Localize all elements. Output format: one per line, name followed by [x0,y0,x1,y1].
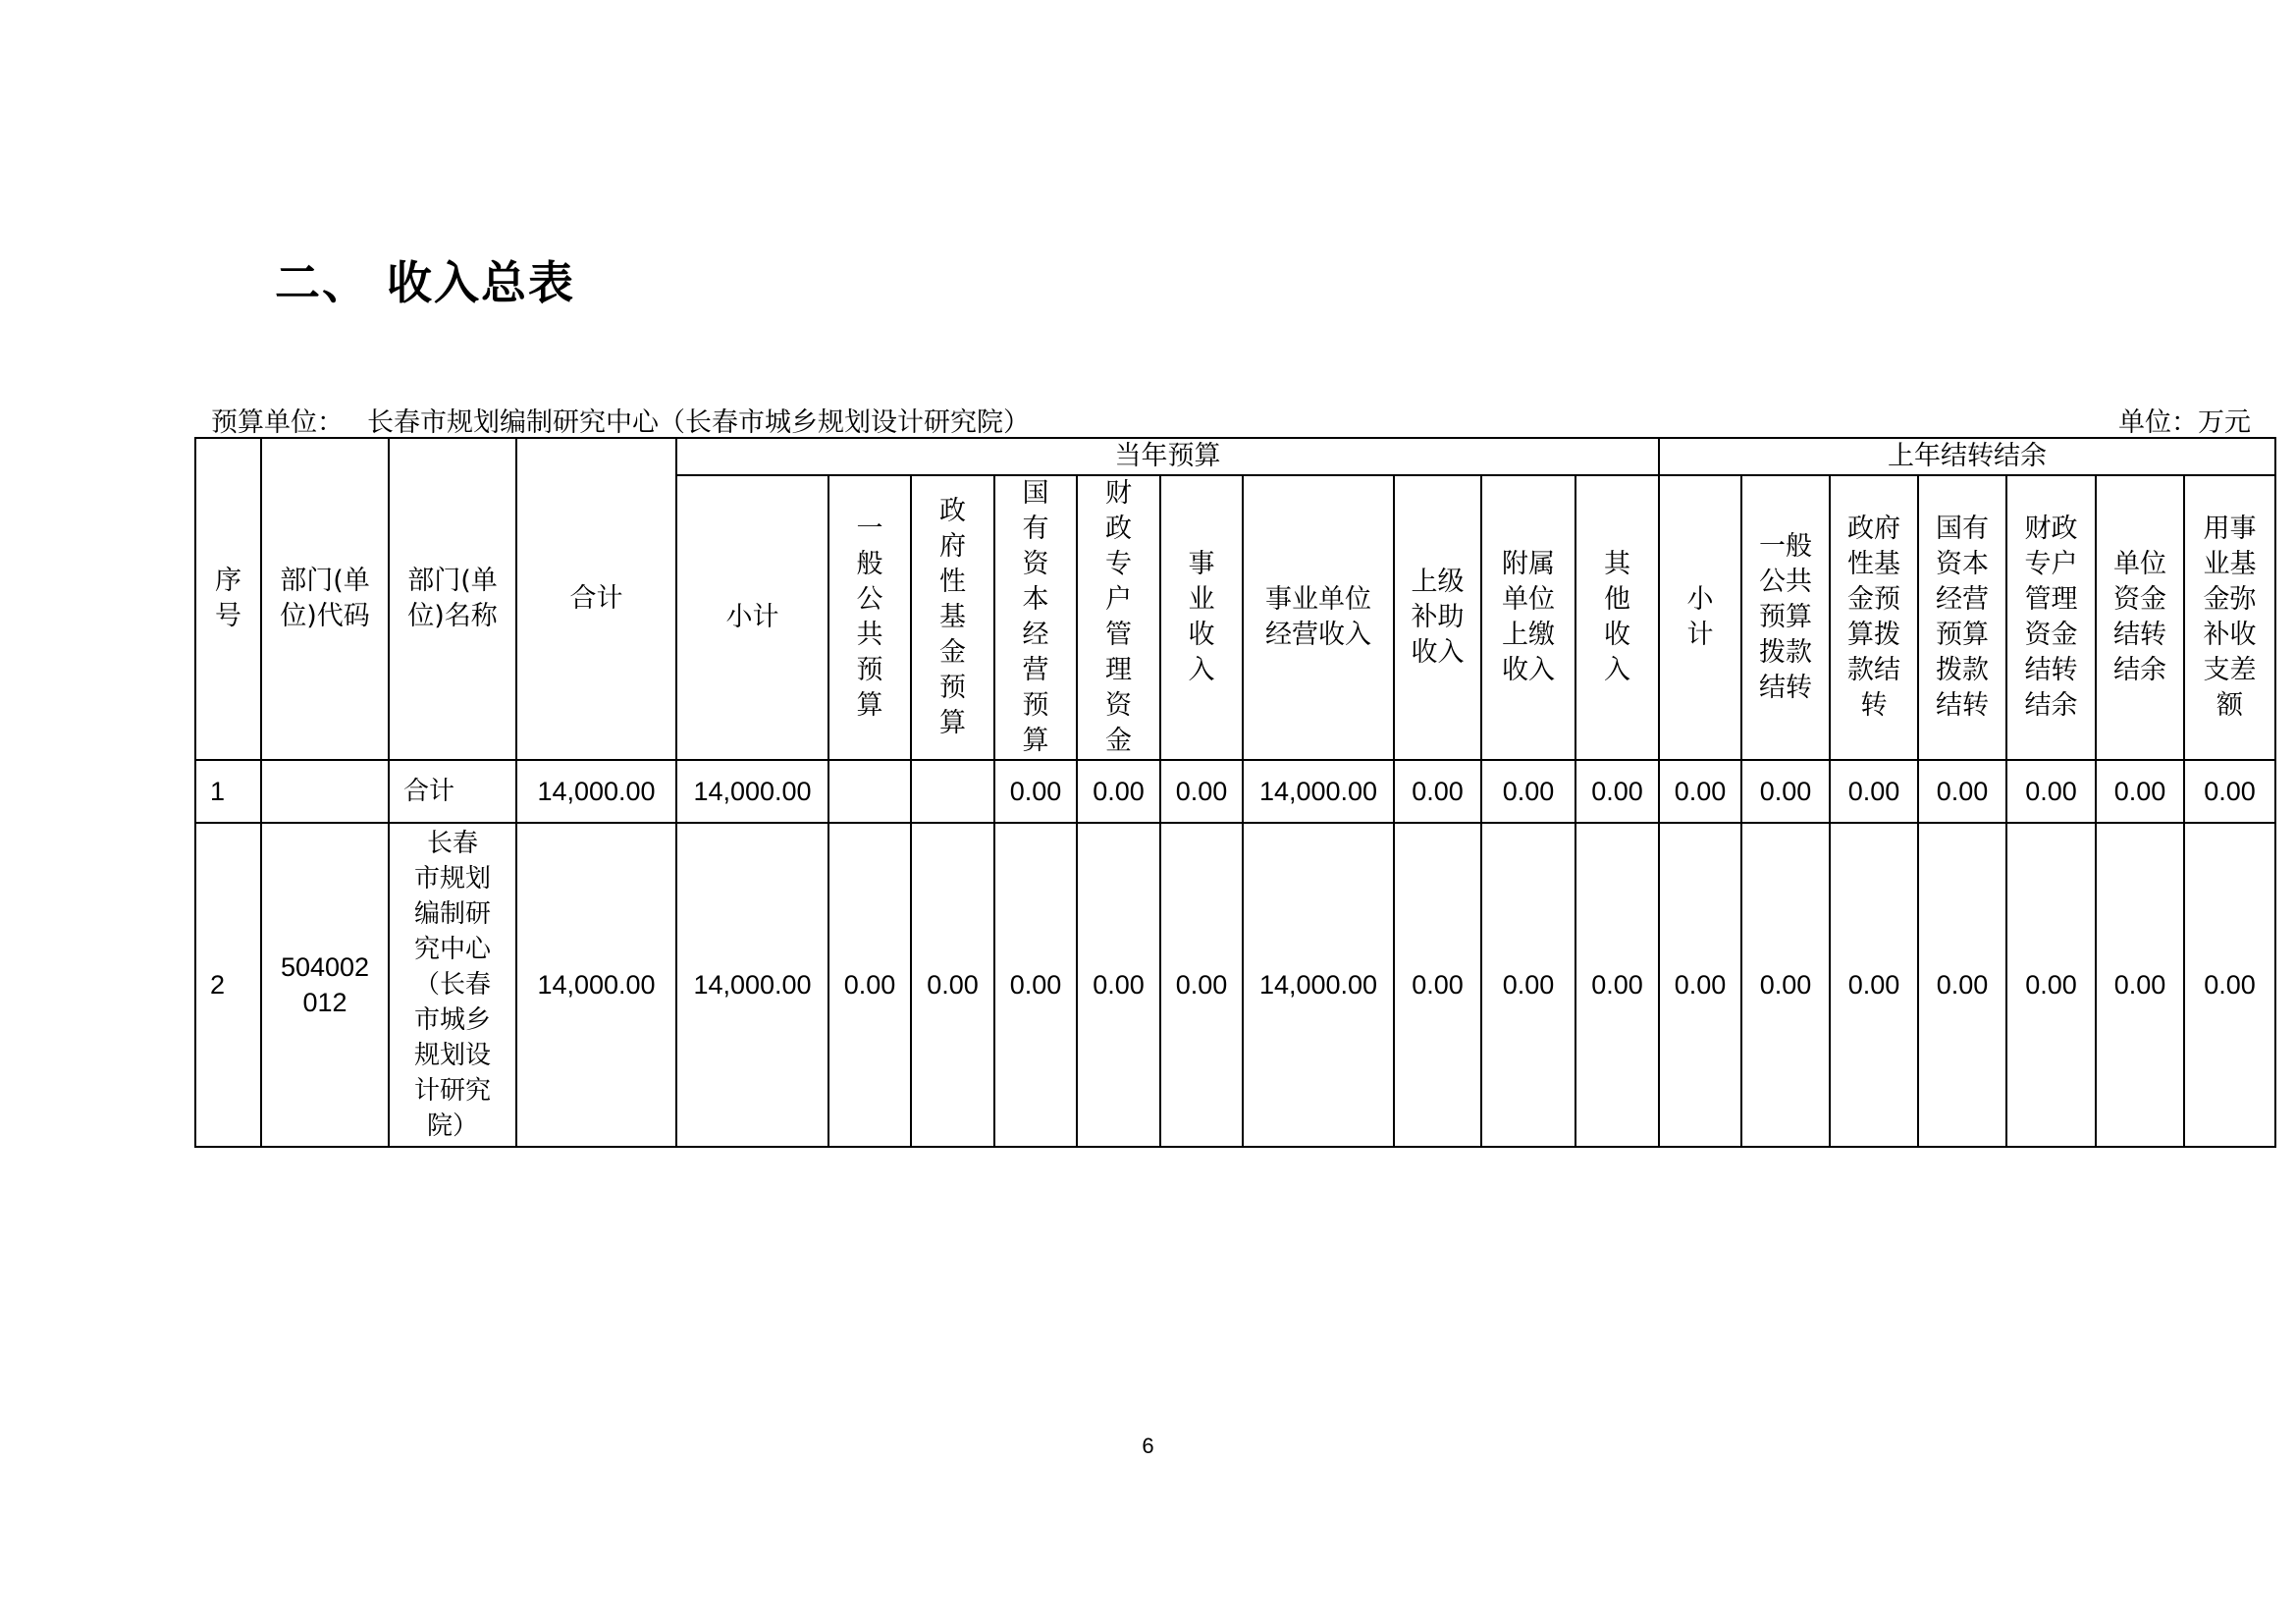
cell-value: 0.00 [1394,760,1481,823]
cell-value: 0.00 [1830,760,1918,823]
cell-value: 0.00 [994,760,1077,823]
cell-seq: 2 [195,823,261,1147]
header-business-income: 事 业 收 入 [1160,475,1243,760]
cell-value: 14,000.00 [676,760,828,823]
header-operating-income: 事业单位 经营收入 [1243,475,1394,760]
header-prior-gov-fund: 政府 性基 金预 算拨 款结 转 [1830,475,1918,760]
table-row [195,823,2275,1147]
header-state-capital-budget: 国 有 资 本 经 营 预 算 [994,475,1077,760]
header-superior-subsidy: 上级 补助 收入 [1394,475,1481,760]
header-group-prior-carryover: 上年结转结余 [1659,438,2275,475]
header-gov-fund-budget: 政 府 性 基 金 预 算 [911,475,994,760]
cell-value: 0.00 [2006,823,2096,1147]
header-prior-state-capital: 国有 资本 经营 预算 拨款 结转 [1918,475,2006,760]
cell-value: 0.00 [1481,760,1575,823]
cell-dept-code [261,760,389,823]
header-prior-business-fund: 用事 业基 金弥 补收 支差 额 [2184,475,2275,760]
header-other-income: 其 他 收 入 [1575,475,1659,760]
cell-value: 0.00 [911,823,994,1147]
header-prior-fiscal-special: 财政 专户 管理 资金 结转 结余 [2006,475,2096,760]
currency-unit: 单位：万元 [2118,407,2251,438]
income-summary-table [194,437,2276,1148]
cell-value: 14,000.00 [1243,823,1394,1147]
cell-value: 0.00 [994,823,1077,1147]
cell-value: 0.00 [1659,823,1741,1147]
cell-value: 0.00 [1918,823,2006,1147]
cell-value: 14,000.00 [676,823,828,1147]
cell-value: 0.00 [1830,823,1918,1147]
page-title: 二、 收入总表 [275,256,576,309]
cell-value [911,760,994,823]
cell-seq: 1 [195,760,261,823]
header-prior-unit-funds: 单位 资金 结转 结余 [2096,475,2184,760]
page-number: 6 [1142,1434,1154,1458]
cell-value: 0.00 [1575,823,1659,1147]
cell-value: 0.00 [1741,760,1830,823]
header-prior-subtotal: 小 计 [1659,475,1741,760]
cell-total: 14,000.00 [516,760,676,823]
header-total: 合计 [516,438,676,760]
cell-total: 14,000.00 [516,823,676,1147]
header-dept-name: 部门(单 位)名称 [389,438,516,760]
header-current-subtotal: 小计 [676,475,828,760]
cell-value: 0.00 [1160,760,1243,823]
cell-dept-code: 504002 012 [261,823,389,1147]
header-seq: 序 号 [195,438,261,760]
cell-value: 0.00 [828,823,911,1147]
budget-unit-line [211,401,1030,439]
header-general-public-budget: 一 般 公 共 预 算 [828,475,911,760]
cell-value: 0.00 [1659,760,1741,823]
cell-value: 0.00 [2006,760,2096,823]
cell-value: 0.00 [1394,823,1481,1147]
cell-value [828,760,911,823]
table-row [195,760,2275,823]
cell-value: 0.00 [2184,823,2275,1147]
cell-value: 14,000.00 [1243,760,1394,823]
cell-value: 0.00 [1481,823,1575,1147]
cell-value: 0.00 [1741,823,1830,1147]
cell-value: 0.00 [1077,760,1160,823]
cell-value: 0.00 [2096,823,2184,1147]
header-affiliate-remittance: 附属 单位 上缴 收入 [1481,475,1575,760]
header-dept-code: 部门(单 位)代码 [261,438,389,760]
budget-unit-name: 长春市规划编制研究中心（长春市城乡规划设计研究院） [367,407,1030,438]
cell-dept-name: 合计 [389,760,516,823]
header-group-current-year: 当年预算 [676,438,1659,475]
header-fiscal-special-account: 财 政 专 户 管 理 资 金 [1077,475,1160,760]
cell-value: 0.00 [2184,760,2275,823]
cell-value: 0.00 [1575,760,1659,823]
cell-value: 0.00 [1077,823,1160,1147]
cell-value: 0.00 [1918,760,2006,823]
cell-value: 0.00 [1160,823,1243,1147]
cell-dept-name: 长春 市规划 编制研 究中心 （长春 市城乡 规划设 计研究 院） [389,823,516,1147]
header-prior-general-public: 一般 公共 预算 拨款 结转 [1741,475,1830,760]
cell-value: 0.00 [2096,760,2184,823]
budget-unit-label: 预算单位： [211,407,344,438]
